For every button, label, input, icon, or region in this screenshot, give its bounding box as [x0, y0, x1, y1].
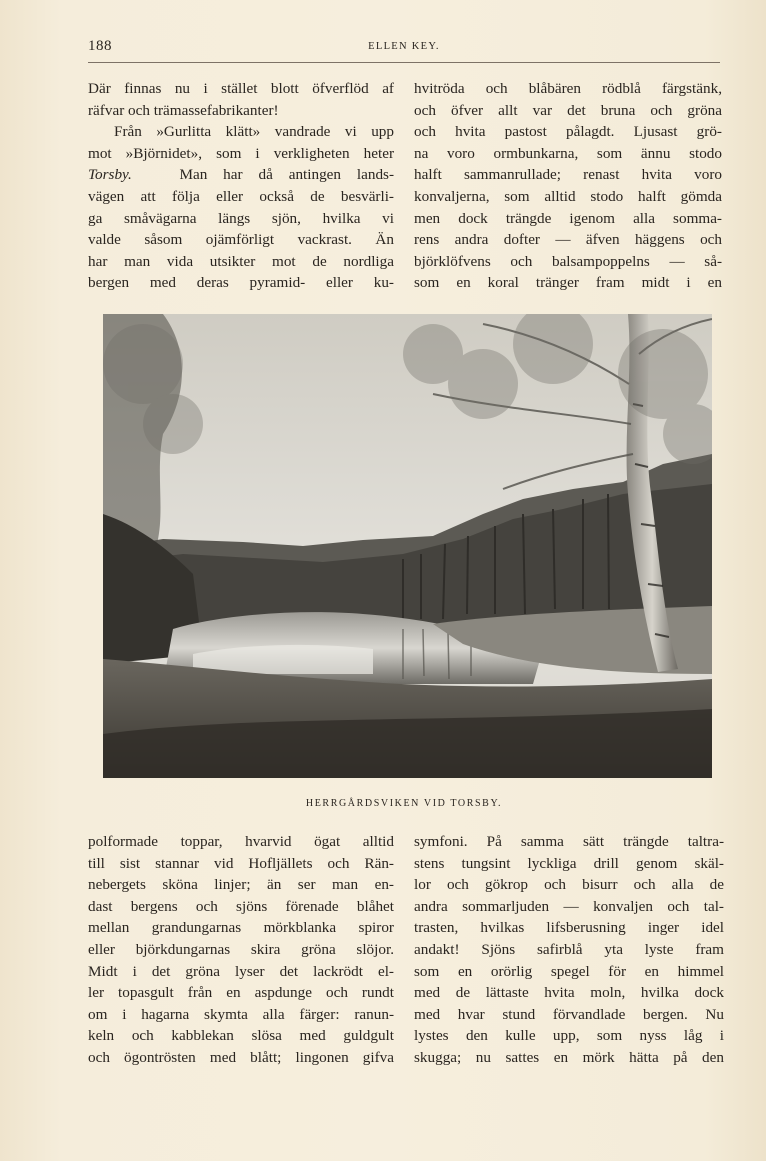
text-line: andakt! Sjöns safirblå yta lyste fram [414, 940, 724, 958]
text-line: konvaljerna, som alltid stodo halft gömda [414, 187, 722, 205]
text-line: valde såsom ojämförligt vackrast. Än [88, 231, 394, 249]
page-header [88, 38, 720, 60]
running-head: ELLEN KEY. [368, 41, 440, 52]
figure-caption: HERRGÅRDSVIKEN VID TORSBY. [305, 798, 503, 809]
page-number: 188 [88, 38, 112, 54]
text-line: mellan grandungarnas mörkblanka spiror [88, 919, 394, 937]
text-line: hvitröda och blåbären rödblå färgstänk, [414, 80, 722, 97]
text-line: och öfver allt var det bruna och gröna [414, 101, 722, 119]
text-line: som en koral tränger fram midt i en [414, 274, 722, 292]
text-line: rens andra dofter — äfven häggens och [414, 231, 722, 249]
text-line: men dock trängde igenom alla somma- [414, 209, 722, 227]
text-line: halft sammanrullade; renast hvita voro [414, 166, 722, 184]
text-line: ga småvägarna längs sjön, hvilka vi [88, 209, 394, 227]
text-line: och hvita pastost pålagdt. Ljusast grö- [414, 123, 722, 141]
header-rule [88, 62, 720, 63]
text-line: om i hagarna skymta alla färger: ranun- [88, 1005, 394, 1023]
text-column-top-right [414, 78, 722, 294]
text-line: björklöfvens och balsampoppelns — så- [414, 252, 722, 270]
text-line: dast bergens och sjöns förenade blåhet [88, 897, 394, 915]
text-line: till sist stannar vid Hofljällets och Rän- [88, 854, 394, 872]
text-line: med hvar stund förvandlade bergen. Nu [414, 1005, 724, 1023]
text-line [88, 164, 394, 186]
text-line: Från »Gurlitta klätt» vandrade vi upp [114, 123, 394, 141]
text-line: polformade toppar, hvarvid ögat alltid [88, 833, 394, 850]
text-column-bottom-right [414, 831, 724, 1069]
text-line: Där finnas nu i stället blott öfverflöd af [88, 80, 394, 97]
text-line: räfvar och trämassefabrikanter! [88, 101, 279, 119]
text-line: na voro ormbunkarna, som ännu stodo [414, 144, 722, 162]
text-line: ler topasgult från en aspdunge och rundt [88, 984, 394, 1002]
text-line: Midt i det gröna lyser det lackrödt el- [88, 962, 394, 980]
text-line: andra sommarljuden — konvaljen och tal- [414, 897, 724, 915]
text-line: mot »Björnidet», som i verkligheten heter [88, 144, 394, 162]
text-line: lor och gökrop och bisurr och alla de [414, 876, 724, 894]
photograph-lake-landscape [103, 314, 712, 778]
text-line: vägen att följa eller också de besvärli- [88, 187, 394, 205]
text-line: lystes den kulle upp, som nyss låg i [414, 1027, 724, 1045]
text-line-fragment: Man har då antingen lands- [179, 166, 395, 184]
text-line: och ögontrösten med blått; lingonen gifva [88, 1048, 394, 1066]
text-line: har man vida utsikter mot de nordliga [88, 252, 394, 270]
text-line: eller björkdungarnas skira gröna slöjor. [88, 940, 394, 958]
text-column-top-left [88, 78, 394, 294]
text-line: stens tungsint lyckliga drill genom skäl- [414, 854, 724, 872]
text-line: som en orörlig spegel för en himmel [414, 962, 724, 980]
text-column-bottom-left [88, 831, 394, 1069]
text-line: keln och kabblekan slösa med guldgult [88, 1027, 394, 1045]
text-line: skugga; nu sattes en mörk hätta på den [414, 1048, 724, 1066]
text-line: trasten, hvilkas lifsberusning inger idel [414, 919, 724, 937]
text-line: bergen med deras pyramid- eller ku- [88, 274, 394, 292]
text-line: nebergets sköna linjer; än ser man en- [88, 876, 394, 894]
text-line: symfoni. På samma sätt trängde taltra- [414, 833, 724, 850]
place-name-italic: Torsby. [88, 166, 132, 184]
text-line: med de lättaste hvita moln, hvilka dock [414, 984, 724, 1002]
